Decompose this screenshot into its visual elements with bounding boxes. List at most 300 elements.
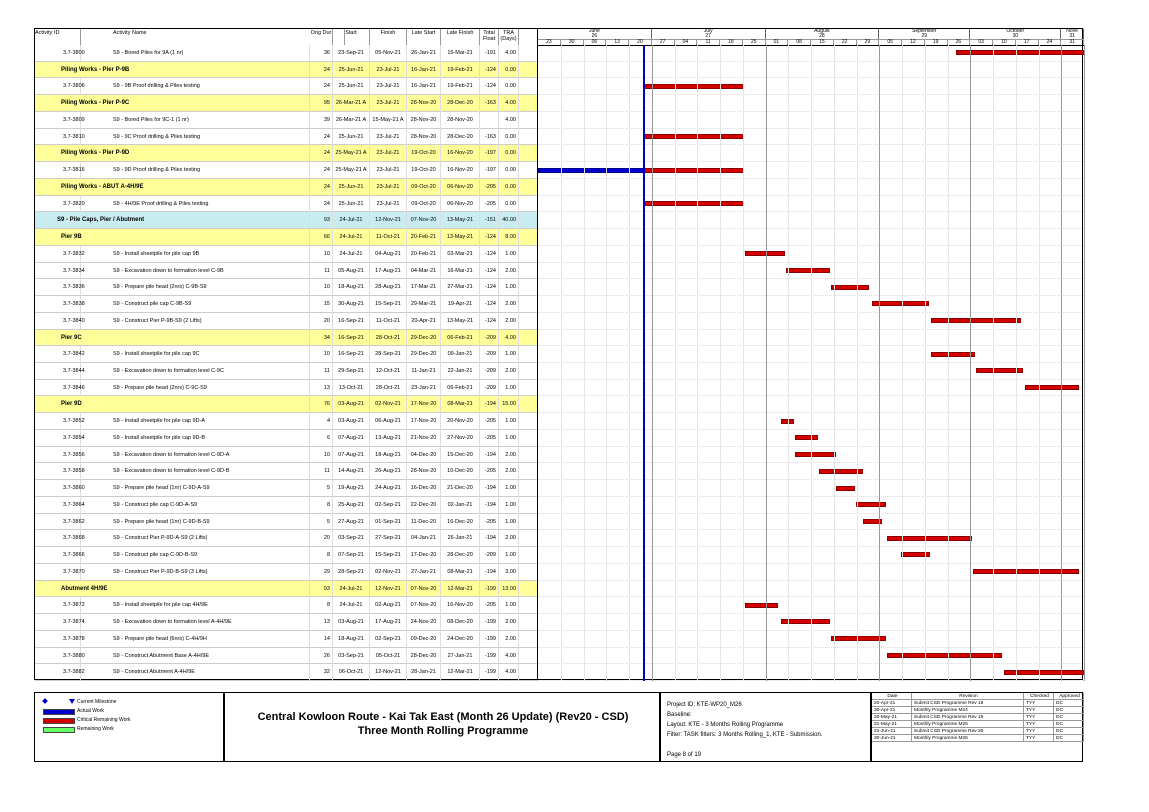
- week-label: 27: [652, 39, 675, 45]
- cell-ls: 07-Nov-20: [407, 581, 441, 598]
- cell-finish: 15-Sep-21: [370, 296, 407, 313]
- month-divider: [970, 45, 971, 681]
- cell-tra: 0.00: [499, 145, 519, 162]
- critical-work-bar[interactable]: [1025, 385, 1079, 390]
- cell-ls: 29-Dec-20: [407, 346, 441, 363]
- cell-id: 3.7-3836: [35, 279, 81, 296]
- month-number: 27: [705, 33, 711, 39]
- legend-label: Current Milestone: [77, 699, 117, 705]
- month-name: Nove: [1066, 28, 1078, 34]
- cell-lf: 16-Nov-20: [441, 162, 480, 179]
- critical-work-bar[interactable]: [887, 653, 1002, 658]
- week-label: 05: [879, 39, 902, 45]
- cell-dur: 93: [310, 212, 333, 229]
- cell-start: 14-Aug-21: [333, 463, 370, 480]
- cell-tra: 2.00: [499, 296, 519, 313]
- week-label: 20: [629, 39, 652, 45]
- revision-cell: Submit CSD Programme Rev 20: [912, 728, 1024, 735]
- revision-header: Checked: [1024, 693, 1054, 700]
- month-label: [879, 29, 970, 39]
- cell-dur: 32: [310, 664, 333, 681]
- cell-finish: 27-Sep-21: [370, 530, 407, 547]
- cell-finish: 18-Aug-21: [370, 447, 407, 464]
- gridline: [902, 45, 903, 681]
- cell-tf: -205: [480, 413, 499, 430]
- critical-work-bar[interactable]: [856, 502, 886, 507]
- cell-ls: 28-Nov-20: [407, 112, 441, 129]
- critical-work-bar[interactable]: [644, 134, 744, 139]
- month-name: September: [912, 28, 937, 34]
- cell-tf: -205: [480, 196, 499, 213]
- cell-start: 25-Jun-21: [333, 196, 370, 213]
- cell-dur: 11: [310, 463, 333, 480]
- cell-start: 29-Sep-21: [333, 363, 370, 380]
- wbs-row[interactable]: [35, 145, 538, 162]
- month-label: [1061, 29, 1084, 39]
- cell-dur: 34: [310, 330, 333, 347]
- revision-cell: DC: [1054, 728, 1084, 735]
- cell-ls: 22-Dec-20: [407, 497, 441, 514]
- wbs-row[interactable]: [35, 62, 538, 79]
- col-header-total-float[interactable]: Total Float: [480, 29, 499, 45]
- cell-lf: 24-Dec-20: [441, 631, 480, 648]
- cell-finish: 06-Aug-21: [370, 413, 407, 430]
- month-number: 29: [921, 33, 928, 39]
- cell-lf: 06-Feb-21: [441, 330, 480, 347]
- cell-ls: 09-Oct-20: [407, 196, 441, 213]
- cell-tf: -194: [480, 497, 499, 514]
- legend-swatch: [43, 718, 75, 724]
- cell-finish: 23-Jul-21: [370, 129, 407, 146]
- cell-id: 3.7-3842: [35, 346, 81, 363]
- cell-ls: 16-Jan-21: [407, 78, 441, 95]
- cell-tf: -205: [480, 597, 499, 614]
- cell-tf: -124: [480, 62, 499, 79]
- cell-id: 3.7-3838: [35, 296, 81, 313]
- cell-dur: 4: [310, 413, 333, 430]
- gridline: [1016, 45, 1017, 681]
- wbs-row[interactable]: [35, 212, 538, 229]
- cell-tf: -209: [480, 330, 499, 347]
- cell-start: 24-Jul-21: [333, 597, 370, 614]
- gridline: [925, 45, 926, 681]
- week-label: 04: [675, 39, 698, 45]
- table-row[interactable]: [35, 447, 538, 464]
- cell-name: Pier 9D: [35, 396, 310, 413]
- cell-tf: -163: [480, 95, 499, 112]
- month-name: August: [814, 28, 830, 34]
- wbs-row[interactable]: [35, 179, 538, 196]
- critical-work-bar[interactable]: [887, 536, 972, 541]
- cell-dur: 11: [310, 363, 333, 380]
- table-row[interactable]: [35, 614, 538, 631]
- table-row[interactable]: [35, 480, 538, 497]
- col-header-orig-dur[interactable]: Orig Dur: [310, 29, 333, 45]
- critical-work-bar[interactable]: [795, 435, 818, 440]
- cell-lf: 13-May-21: [441, 313, 480, 330]
- cell-tf: -124: [480, 78, 499, 95]
- week-label: 01: [766, 39, 789, 45]
- cell-tra: 1.00: [499, 413, 519, 430]
- gridline: [675, 45, 676, 681]
- cell-tra: 0.00: [499, 162, 519, 179]
- revision-cell: 30-Jun-21: [872, 735, 912, 742]
- cell-tf: -199: [480, 648, 499, 665]
- cell-ls: 04-Jan-21: [407, 530, 441, 547]
- revision-cell: TYY: [1024, 728, 1054, 735]
- cell-dur: 24: [310, 62, 333, 79]
- critical-work-bar[interactable]: [931, 318, 1021, 323]
- col-header-late-start[interactable]: Late Start: [407, 29, 441, 45]
- week-label: 24: [1039, 39, 1062, 45]
- cell-finish: 23-Jul-21: [370, 179, 407, 196]
- cell-tf: -199: [480, 581, 499, 598]
- cell-name: S9 - Excavation down to formation level A-4H/9E: [81, 614, 310, 631]
- col-header-activity-id[interactable]: Activity ID: [35, 29, 81, 45]
- cell-finish: 28-Oct-21: [370, 330, 407, 347]
- month-label: [766, 29, 880, 39]
- critical-work-bar[interactable]: [872, 301, 929, 306]
- table-row[interactable]: [35, 380, 538, 397]
- cell-lf: 02-Jan-21: [441, 497, 480, 514]
- revision-cell: DC: [1054, 735, 1084, 742]
- cell-id: 3.7-3820: [35, 196, 81, 213]
- cell-ls: 28-Nov-20: [407, 463, 441, 480]
- cell-id: 3.7-3800: [35, 45, 81, 62]
- table-row[interactable]: [35, 263, 538, 280]
- cell-ls: 04-Dec-20: [407, 447, 441, 464]
- cell-ls: 11-Jan-21: [407, 363, 441, 380]
- cell-name: S9 - 9B Proof drilling & Piles testing: [81, 78, 310, 95]
- cell-lf: 26-Jan-21: [441, 530, 480, 547]
- col-header-start[interactable]: Start: [333, 29, 370, 45]
- cell-id: 3.7-3809: [35, 112, 81, 129]
- cell-tra: 1.00: [499, 547, 519, 564]
- cell-start: 23-Sep-21: [333, 45, 370, 62]
- critical-work-bar[interactable]: [831, 285, 869, 290]
- cell-lf: 08-Mar-21: [441, 564, 480, 581]
- cell-id: 3.7-3856: [35, 447, 81, 464]
- cell-name: S9 - Excavation down to formation level C-9C: [81, 363, 310, 380]
- month-number: 30: [1012, 33, 1019, 39]
- table-row[interactable]: [35, 497, 538, 514]
- critical-work-bar[interactable]: [786, 268, 830, 273]
- table-row[interactable]: [35, 313, 538, 330]
- table-row[interactable]: [35, 363, 538, 380]
- cell-id: 3.7-3810: [35, 129, 81, 146]
- table-row[interactable]: [35, 246, 538, 263]
- col-header-tra[interactable]: TRA (Days): [499, 29, 519, 45]
- cell-lf: 15-Dec-20: [441, 447, 480, 464]
- cell-name: S9 - Construct Abutment A-4H/9E: [81, 664, 310, 681]
- cell-start: 25-Jun-21: [333, 62, 370, 79]
- table-row[interactable]: [35, 430, 538, 447]
- cell-finish: 13-Aug-21: [370, 430, 407, 447]
- cell-ls: 16-Jan-21: [407, 62, 441, 79]
- report-subtitle: Three Month Rolling Programme: [357, 725, 529, 737]
- cell-tf: -199: [480, 664, 499, 681]
- col-header-activity-name[interactable]: Activity Name: [81, 29, 345, 45]
- cell-dur: 24: [310, 162, 333, 179]
- cell-lf: 28-Dec-20: [441, 129, 480, 146]
- cell-dur: 93: [310, 581, 333, 598]
- cell-name: S9 - Construct Abutment Base A-4H/9E: [81, 648, 310, 665]
- critical-work-bar[interactable]: [973, 569, 1078, 574]
- week-label: 29: [857, 39, 880, 45]
- revision-cell: TYY: [1024, 735, 1054, 742]
- cell-start: 25-Jun-21: [333, 179, 370, 196]
- col-header-late-finish[interactable]: Late Finish: [441, 29, 480, 45]
- cell-start: 26-Mar-21 A: [333, 95, 370, 112]
- cell-start: 07-Aug-21: [333, 430, 370, 447]
- wbs-row[interactable]: [35, 396, 538, 413]
- cell-lf: 22-Jan-21: [441, 363, 480, 380]
- revision-cell: Monthly Programme M24: [912, 707, 1024, 714]
- cell-tra: 2.00: [499, 363, 519, 380]
- cell-id: 3.7-3834: [35, 263, 81, 280]
- cell-start: 06-Oct-21: [333, 664, 370, 681]
- cell-start: 03-Aug-21: [333, 614, 370, 631]
- layout: Layout: KTE - 3 Months Rolling Programme: [667, 722, 784, 728]
- critical-work-bar[interactable]: [745, 603, 778, 608]
- cell-dur: 10: [310, 246, 333, 263]
- cell-tra: 1.00: [499, 380, 519, 397]
- cell-tf: -205: [480, 463, 499, 480]
- cell-lf: 15-Mar-21: [441, 45, 480, 62]
- revision-cell: 30-Apr-21: [872, 707, 912, 714]
- cell-lf: 19-Feb-21: [441, 78, 480, 95]
- table-row[interactable]: [35, 664, 538, 681]
- cell-dur: 13: [310, 380, 333, 397]
- cell-ls: 20-Feb-21: [407, 229, 441, 246]
- week-label: 11: [697, 39, 720, 45]
- critical-work-bar[interactable]: [836, 486, 855, 491]
- cell-ls: 28-Jan-21: [407, 664, 441, 681]
- cell-ls: 23-Jan-21: [407, 380, 441, 397]
- cell-tra: 1.00: [499, 514, 519, 531]
- cell-tf: -209: [480, 346, 499, 363]
- col-header-finish[interactable]: Finish: [370, 29, 407, 45]
- data-date-line: [643, 45, 645, 681]
- month-name: October: [1006, 28, 1025, 34]
- cell-tf: -191: [480, 45, 499, 62]
- cell-name: S9 - 9D Proof drilling & Piles testing: [81, 162, 310, 179]
- cell-tf: -194: [480, 396, 499, 413]
- cell-tf: -205: [480, 430, 499, 447]
- revision-header: Revision: [912, 693, 1024, 700]
- week-label: 03: [970, 39, 993, 45]
- cell-ls: 11-Dec-20: [407, 514, 441, 531]
- critical-work-bar[interactable]: [956, 50, 1084, 55]
- cell-name: S9 - Prepare pile head (2nrs) C-9B-S9: [81, 279, 310, 296]
- cell-finish: 28-Oct-21: [370, 380, 407, 397]
- cell-finish: 23-Jul-21: [370, 162, 407, 179]
- cell-lf: 20-Nov-20: [441, 413, 480, 430]
- table-row[interactable]: [35, 112, 538, 129]
- report-title: Central Kowloon Route - Kai Tak East (Month 26 Update) (Rev20 - CSD): [257, 711, 629, 723]
- cell-id: 3.7-3860: [35, 480, 81, 497]
- month-number: 26: [591, 33, 598, 39]
- cell-name: Piling Works - Pier P-9D: [35, 145, 310, 162]
- cell-name: S9 - Construct Pier P-9D-B-S9 (3 Lifts): [81, 564, 310, 581]
- table-row[interactable]: [35, 463, 538, 480]
- cell-ls: 04-Mar-21: [407, 263, 441, 280]
- cell-lf: 13-May-21: [441, 212, 480, 229]
- cell-start: 03-Sep-21: [333, 648, 370, 665]
- cell-start: 16-Sep-21: [333, 313, 370, 330]
- cell-dur: 10: [310, 346, 333, 363]
- month-number: 31: [1069, 33, 1075, 39]
- table-row[interactable]: [35, 413, 538, 430]
- table-row[interactable]: [35, 296, 538, 313]
- cell-id: 3.7-3882: [35, 664, 81, 681]
- cell-ls: 07-Nov-20: [407, 597, 441, 614]
- month-label: [538, 29, 652, 39]
- table-row[interactable]: [35, 547, 538, 564]
- cell-tf: -124: [480, 313, 499, 330]
- critical-work-bar[interactable]: [781, 419, 794, 424]
- cell-dur: 24: [310, 179, 333, 196]
- revision-cell: TYY: [1024, 721, 1054, 728]
- cell-start: 25-May-21 A: [333, 162, 370, 179]
- cell-lf: 12-Mar-21: [441, 581, 480, 598]
- cell-tf: -194: [480, 530, 499, 547]
- cell-name: S9 - Construct Pier P-9B-S9 (2 Lifts): [81, 313, 310, 330]
- cell-lf: 16-Nov-20: [441, 145, 480, 162]
- cell-ls: 26-Jan-21: [407, 45, 441, 62]
- wbs-row[interactable]: [35, 95, 538, 112]
- cell-tf: -124: [480, 246, 499, 263]
- table-row[interactable]: [35, 648, 538, 665]
- cell-id: 3.7-3870: [35, 564, 81, 581]
- cell-finish: 26-Aug-21: [370, 463, 407, 480]
- table-row[interactable]: [35, 346, 538, 363]
- cell-tra: 2.00: [499, 263, 519, 280]
- cell-ls: 24-Nov-20: [407, 614, 441, 631]
- cell-start: 24-Jul-21: [333, 246, 370, 263]
- revision-cell: 21-Jun-21: [872, 728, 912, 735]
- cell-lf: 10-Dec-20: [441, 463, 480, 480]
- cell-ls: 21-Nov-20: [407, 430, 441, 447]
- cell-tf: -194: [480, 480, 499, 497]
- table-row[interactable]: [35, 45, 538, 62]
- cell-ls: 16-Dec-20: [407, 480, 441, 497]
- cell-dur: 26: [310, 648, 333, 665]
- wbs-row[interactable]: [35, 581, 538, 598]
- wbs-row[interactable]: [35, 330, 538, 347]
- revision-table: [871, 692, 1083, 762]
- cell-dur: 39: [310, 112, 333, 129]
- cell-ls: 29-Dec-20: [407, 330, 441, 347]
- cell-finish: 02-Aug-21: [370, 597, 407, 614]
- cell-id: 3.7-3846: [35, 380, 81, 397]
- cell-tf: -194: [480, 564, 499, 581]
- critical-work-bar[interactable]: [644, 168, 744, 173]
- cell-lf: 12-Mar-21: [441, 664, 480, 681]
- cell-name: S9 - Pile Caps, Pier / Abutment: [35, 212, 310, 229]
- week-label: 31: [1061, 39, 1084, 45]
- gantt-body: [538, 45, 1084, 681]
- cell-tf: -124: [480, 263, 499, 280]
- cell-lf: 06-Nov-20: [441, 179, 480, 196]
- gridline: [720, 45, 721, 681]
- wbs-row[interactable]: [35, 229, 538, 246]
- critical-work-bar[interactable]: [795, 452, 836, 457]
- revision-cell: DC: [1054, 700, 1084, 707]
- cell-lf: 13-May-21: [441, 229, 480, 246]
- activity-table: [34, 28, 537, 680]
- revision-cell: DC: [1054, 714, 1084, 721]
- page-number: Page 8 of 19: [667, 752, 702, 758]
- cell-id: 3.7-3862: [35, 514, 81, 531]
- cell-id: 3.7-3806: [35, 78, 81, 95]
- cell-dur: 20: [310, 313, 333, 330]
- table-row[interactable]: [35, 597, 538, 614]
- cell-name: Piling Works - Pier P-9B: [35, 62, 310, 79]
- table-row[interactable]: [35, 564, 538, 581]
- cell-tra: 13.00: [499, 581, 519, 598]
- table-row[interactable]: [35, 279, 538, 296]
- table-row[interactable]: [35, 631, 538, 648]
- cell-tf: -124: [480, 279, 499, 296]
- month-divider: [1061, 45, 1062, 681]
- cell-name: S9 - Install sheetpile for pile cap 9D-A: [81, 413, 310, 430]
- table-row[interactable]: [35, 129, 538, 146]
- gridline: [834, 45, 835, 681]
- revision-header: Date: [872, 693, 912, 700]
- cell-tra: 40.00: [499, 212, 519, 229]
- table-body: [35, 45, 538, 681]
- revision-header: Approved: [1054, 693, 1084, 700]
- cell-finish: 05-Nov-21: [370, 45, 407, 62]
- week-label: 10: [993, 39, 1016, 45]
- legend-box: [34, 692, 224, 762]
- revision-cell: Submit CSD Programme Rev 19: [912, 714, 1024, 721]
- cell-tra: 2.00: [499, 447, 519, 464]
- title-box: [224, 692, 660, 762]
- cell-tra: 1.00: [499, 497, 519, 514]
- cell-finish: 12-Oct-21: [370, 363, 407, 380]
- table-row[interactable]: [35, 514, 538, 531]
- cell-finish: 23-Jul-21: [370, 196, 407, 213]
- table-row[interactable]: [35, 530, 538, 547]
- critical-work-bar[interactable]: [931, 352, 975, 357]
- table-row[interactable]: [35, 162, 538, 179]
- cell-tf: -199: [480, 631, 499, 648]
- critical-work-bar[interactable]: [644, 84, 744, 89]
- cell-name: Piling Works - Pier P-9C: [35, 95, 310, 112]
- cell-dur: 6: [310, 430, 333, 447]
- revision-cell: Submit CSD Programme Rev 18: [912, 700, 1024, 707]
- table-row[interactable]: [35, 78, 538, 95]
- table-row[interactable]: [35, 196, 538, 213]
- cell-id: 3.7-3864: [35, 497, 81, 514]
- cell-name: S9 - Prepare pile head (2nrs) C-9C-S9: [81, 380, 310, 397]
- cell-finish: 23-Jul-21: [370, 95, 407, 112]
- cell-tra: 1.00: [499, 480, 519, 497]
- cell-ls: 28-Dec-20: [407, 648, 441, 665]
- cell-lf: 16-Nov-20: [441, 597, 480, 614]
- critical-work-bar[interactable]: [644, 201, 744, 206]
- cell-id: 3.7-3872: [35, 597, 81, 614]
- cell-start: 26-Mar-21 A: [333, 112, 370, 129]
- cell-dur: 5: [310, 514, 333, 531]
- critical-work-bar[interactable]: [831, 636, 886, 641]
- cell-finish: 02-Sep-21: [370, 631, 407, 648]
- cell-name: S9 - 4H/9E Proof drilling & Piles testing: [81, 196, 310, 213]
- week-label: 18: [720, 39, 743, 45]
- cell-name: Abutment 4H/9E: [35, 581, 310, 598]
